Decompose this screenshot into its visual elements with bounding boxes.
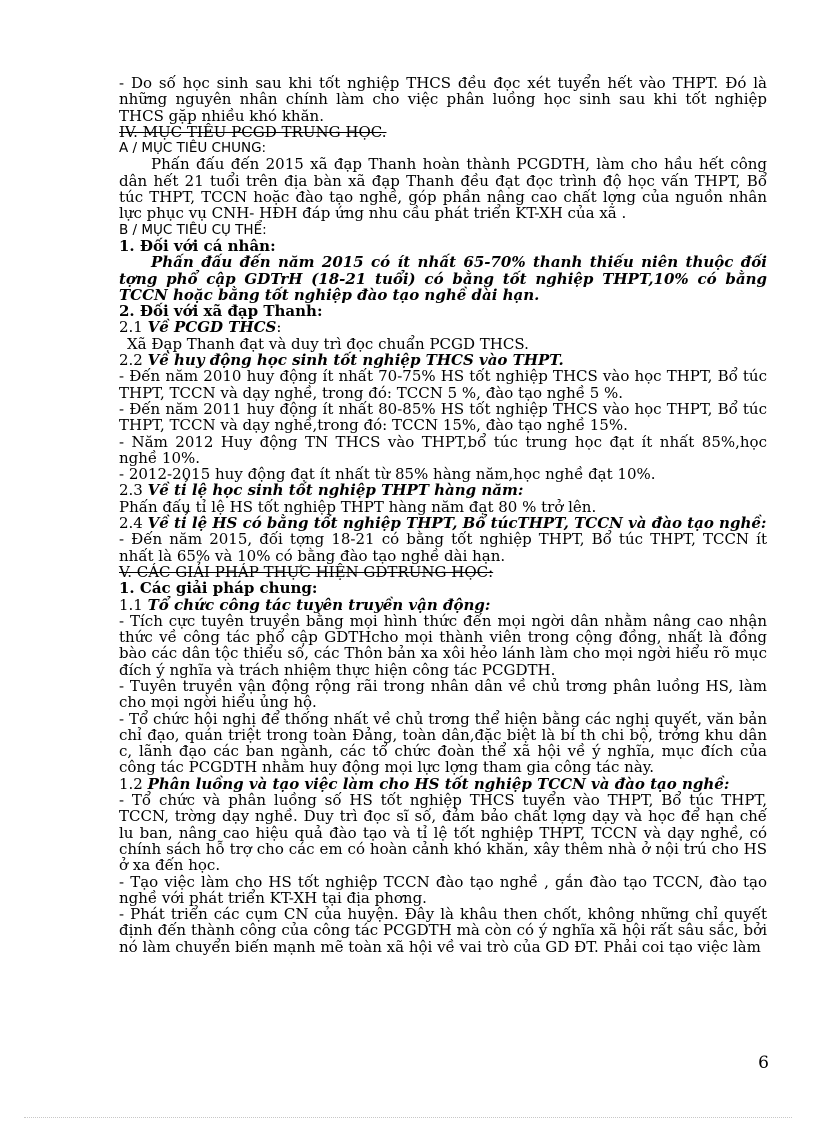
paragraph: - Tuyên truyền vận động rộng rãi trong nhân dân về chủ trơng phân luồng HS, làm cho mọi ngời hiểu ủng hộ. (119, 676, 767, 712)
paragraph: Phấn đấu tỉ lệ HS tốt nghiệp THPT hàng năm đạt 80 % trở lên. (119, 497, 597, 516)
section-heading-iv: IV. MỤC TIÊU PCGD TRUNG HỌC. (119, 122, 387, 141)
heading-title: Về tỉ lệ HS có bằng tốt nghiệp THPT, Bổ túcTHPT, TCCN và đào tạo nghề: (147, 514, 767, 533)
paragraph: Phấn đấu đến 2015 xã đạp Thanh hoàn thành PCGDTH, làm cho hầu hết công dân hết 21 tuổi trên địa bàn xã đạp Thanh đều đạt đọc trình độ học vấn THPT, Bổ túc THPT, TCCN hoặc đào tạo nghề, góp phần nâng cao chất lợng của nguồn nhân lực phục vụ CNH- HĐH đáp ứng nhu cầu phát triển KT-XH của xã . (119, 155, 767, 223)
footer-divider (24, 1117, 792, 1118)
heading-1-1 (119, 597, 767, 613)
paragraph: Xã Đạp Thanh đạt và duy trì đọc chuẩn PCGD THCS. (127, 334, 529, 353)
heading-number: 2.4 (119, 514, 148, 533)
heading-title: Về PCGD THCS (147, 318, 277, 337)
paragraph: - Do số học sinh sau khi tốt nghiệp THCS đều đọc xét tuyển hết vào THPT. Đó là những nguyên nhân chính làm cho việc phân luồng học sinh sau khi tốt nghiệp THCS gặp nhiều khó khăn. (119, 74, 767, 125)
paragraph: - Tạo việc làm cho HS tốt nghiệp TCCN đào tạo nghề , gắn đào tạo TCCN, đào tạo nghề với phát triển KT-XH tại địa phơng. (119, 872, 767, 907)
heading-title: Về tỉ lệ học sinh tốt nghiệp THPT hàng năm: (147, 481, 524, 500)
heading-number: 2.3 (119, 481, 148, 500)
heading-number: 1.2 (119, 774, 148, 793)
heading-title: Phân luồng và tạo việc làm cho HS tốt nghiệp TCCN và đào tạo nghề: (147, 774, 730, 793)
heading-title: Tổ chức công tác tuyên truyền vận động: (147, 595, 491, 614)
heading-general-solutions: 1. Các giải pháp chung: (119, 579, 318, 598)
paragraph: - Phát triển các cụm CN của huyện. Đây là khâu then chốt, không những chỉ quyết định đến thành công của công tác PCGDTH mà còn có ý nghĩa xã hội rất sâu sắc, bởi nó làm chuyển biến mạnh mẽ toàn xã hội về vai trò của GD ĐT. Phải coi tạo việc làm (119, 905, 767, 956)
heading-colon: : (276, 318, 282, 337)
document-body (119, 75, 767, 955)
paragraph-goal: Phấn đấu đến năm 2015 có ít nhất 65-70% thanh thiếu niên thuộc đối tợng phổ cập GDTrH (18-21 tuổi) có bằng tốt nghiệp THPT,10% có bằng TCCN hoặc bằng tốt nghiệp đào tạo nghề dài hạn. (119, 253, 767, 304)
paragraph: - Đến năm 2010 huy động ít nhất 70-75% HS tốt nghiệp THCS vào học THPT, Bổ túc THPT, TCCN và dạy nghề, trong đó: TCCN 5 %, đào tạo nghề 5 %. (119, 367, 767, 402)
paragraph: - Đến năm 2015, đối tợng 18-21 có bằng tốt nghiệp THPT, Bổ túc THPT, TCCN ít nhất là 65% và 10% có bằng đào tạo nghề dài hạn. (119, 530, 767, 565)
heading-number: 1.1 (119, 595, 148, 614)
paragraph: - Tổ chức và phân luồng số HS tốt nghiệp THCS tuyển vào THPT, Bổ túc THPT, TCCN, trờng dạy nghề. Duy trì đọc sĩ số, đảm bảo chất lợng dạy và học để hạn chế lu ban, nâng cao hiệu quả đào tạo và tỉ lệ tốt nghiệp THPT, TCCN và dạy nghề, có chính sách hỗ trợ cho các em có hoàn cảnh khó khăn, xây thêm nhà ở nội trú cho HS ở xa đến học. (119, 791, 767, 875)
heading-2-4 (119, 515, 767, 531)
page-number: 6 (758, 1053, 769, 1073)
heading-2-3 (119, 482, 767, 498)
heading-2-2 (119, 352, 767, 368)
paragraph: - Năm 2012 Huy động TN THCS vào THPT,bổ túc trung học đạt ít nhất 85%,học nghề 10%. (119, 432, 767, 467)
heading-number: 2.1 (119, 318, 148, 337)
paragraph: - 2012-2015 huy động đạt ít nhất từ 85% hàng năm,học nghề đạt 10%. (119, 465, 656, 484)
subsection-heading-b: B / MỤC TIÊU CỤ THỂ: (119, 221, 267, 238)
heading-number: 2.2 (119, 351, 148, 370)
heading-title: Về huy động học sinh tốt nghiệp THCS vào THPT. (147, 351, 564, 370)
heading-2-1 (119, 319, 767, 335)
subsection-heading-a: A / MỤC TIÊU CHUNG: (119, 140, 267, 157)
heading-individual: 1. Đối với cá nhân: (119, 236, 276, 255)
paragraph: - Tích cực tuyên truyền bằng mọi hình thức đến mọi ngời dân nhằm nâng cao nhận thức về công tác phổ cập GDTHcho mọi thành viên trong cộng đồng, nhất là đồng bào các dân tộc thiểu số, các Thôn bản xa xôi hẻo lánh làm cho mọi ngời hiểu rõ mục đích ý nghĩa và trách nhiệm thực hiện công tác PCGDTH. (119, 611, 767, 679)
heading-1-2 (119, 776, 767, 792)
section-heading-v: V. CÁC GIẢI PHÁP THỰC HIỆN GDTRUNG HỌC: (119, 562, 494, 581)
paragraph: - Đến năm 2011 huy động ít nhất 80-85% HS tốt nghiệp THCS vào học THPT, Bổ túc THPT, TCCN và dạy nghề,trong đó: TCCN 15%, đào tạo nghề 15%. (119, 399, 767, 435)
paragraph: - Tổ chức hội nghị để thống nhất về chủ trơng thể hiện bằng các nghị quyết, văn bản chỉ đạo, quán triệt trong toàn Đảng, toàn dân,đặc biệt là bí th chi bộ, trởng khu dân c, lãnh đạo các ban ngành, các tổ chức đoàn thể xã hội về ý nghĩa, mục đích của công tác PCGDTH nhằm huy động mọi lực lợng tham gia công tác này. (119, 709, 767, 777)
heading-commune: 2. Đối với xã đạp Thanh: (119, 302, 323, 321)
